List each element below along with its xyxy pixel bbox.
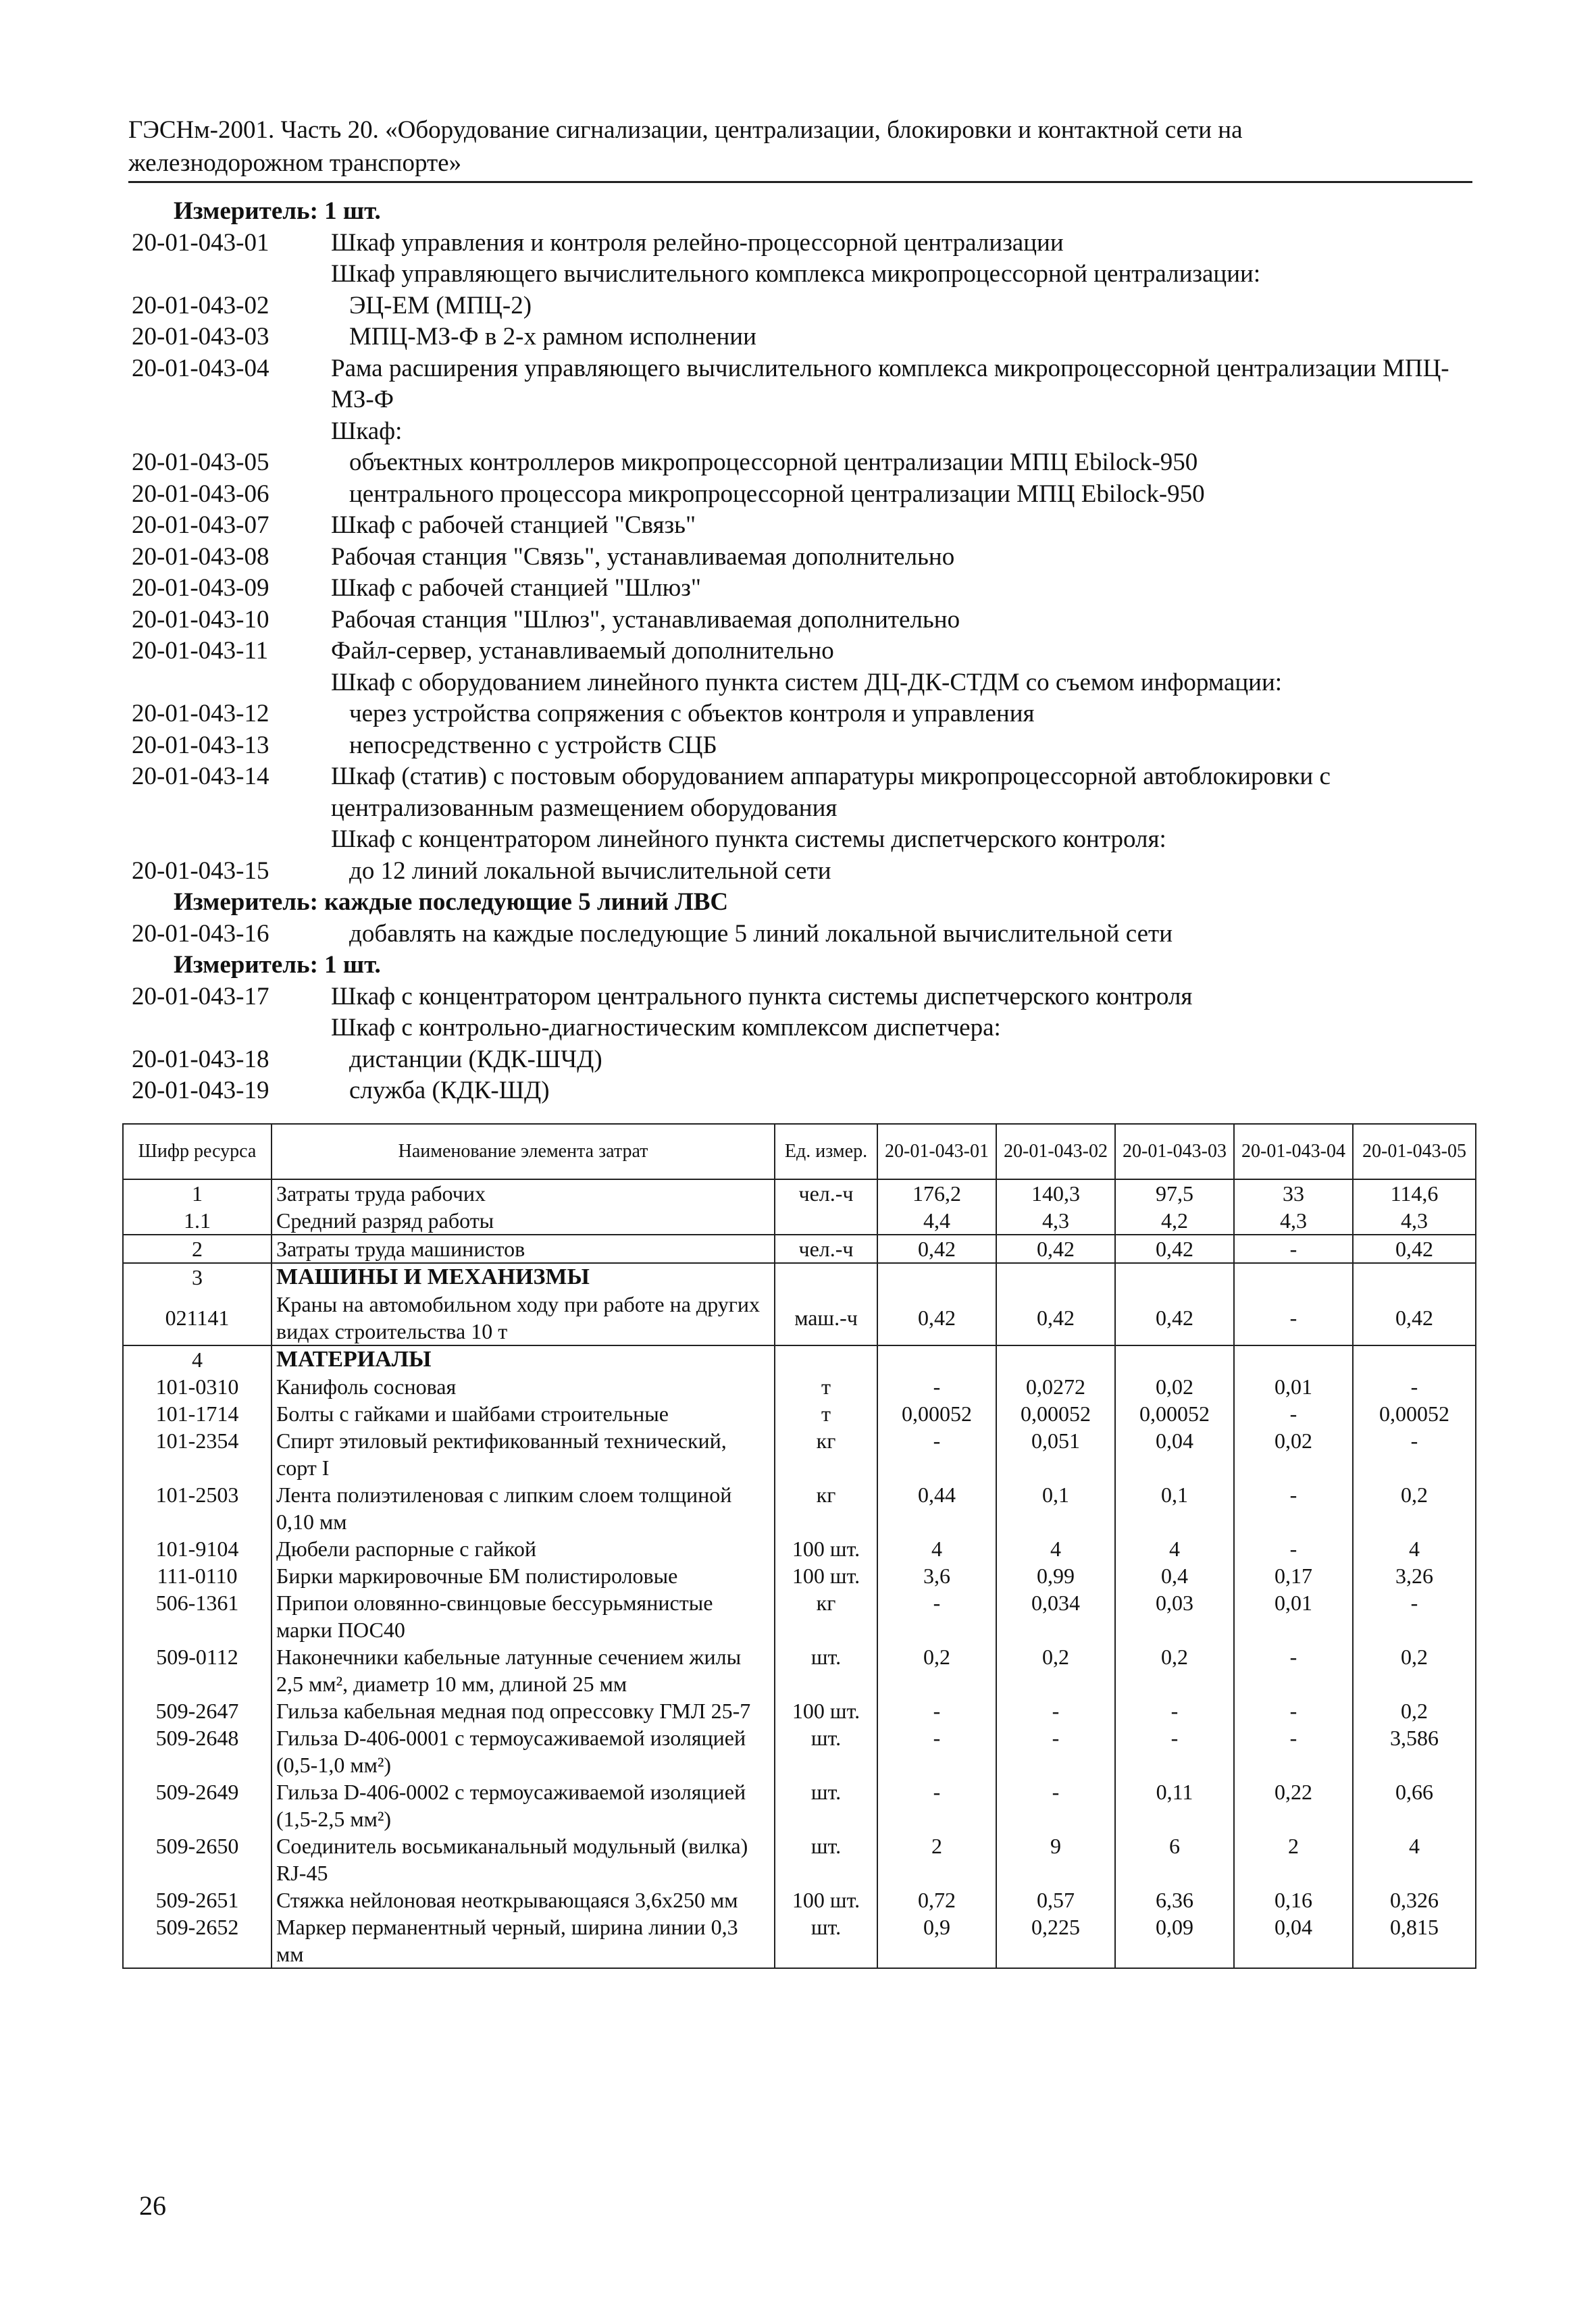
cell-value: 4,3 [996, 1207, 1115, 1235]
cell-value: - [1234, 1643, 1353, 1697]
cell-value: 0,99 [996, 1562, 1115, 1589]
item-description: через устройства сопряжения с объектов контроля и управления [349, 700, 1035, 727]
list-item [132, 856, 1476, 888]
table-row [123, 1235, 1476, 1263]
cell-code: 101-2354 [123, 1427, 272, 1481]
cell-unit: кг [775, 1481, 877, 1535]
cell-value: 2 [1234, 1832, 1353, 1886]
measure-heading [132, 950, 1476, 981]
list-item [132, 730, 1476, 762]
list-item [132, 322, 1476, 353]
cell-unit: шт. [775, 1832, 877, 1886]
cell-value: 0,00052 [996, 1400, 1115, 1427]
cell-value: 0,2 [1115, 1643, 1234, 1697]
cell-value: 0,11 [1115, 1778, 1234, 1832]
cell-name: Затраты труда машинистов [272, 1235, 775, 1263]
item-code: 20-01-043-04 [132, 354, 269, 382]
cell-unit: кг [775, 1589, 877, 1643]
cell-name: Припои оловянно-свинцовые бессурьмянистые марки ПОС40 [272, 1589, 775, 1643]
cell-unit [775, 1207, 877, 1235]
cell-value: 4 [1353, 1832, 1476, 1886]
header-line-2: железнодорожном транспорте» [128, 149, 462, 177]
item-code: 20-01-043-19 [132, 1077, 269, 1104]
cell-code: 506-1361 [123, 1589, 272, 1643]
table-row [123, 1913, 1476, 1968]
resource-table [122, 1123, 1476, 1969]
cell-code: 101-2503 [123, 1481, 272, 1535]
table-row [123, 1724, 1476, 1778]
item-description: Файл-сервер, устанавливаемый дополнительно [331, 637, 834, 665]
cell-value: 0,00052 [1353, 1400, 1476, 1427]
cell-value: 33 [1234, 1179, 1353, 1207]
list-item [132, 667, 1476, 699]
cell-value: - [1234, 1400, 1353, 1427]
cell-name: Болты с гайками и шайбами строительные [272, 1400, 775, 1427]
cell-name: Соединитель восьмиканальный модульный (вилка) RJ-45 [272, 1832, 775, 1886]
cell-value: 4,3 [1353, 1207, 1476, 1235]
page-number: 26 [139, 2190, 166, 2221]
cell-value [1234, 1263, 1353, 1291]
item-description: Шкаф с рабочей станцией "Шлюз" [331, 574, 702, 602]
list-item [132, 353, 1476, 416]
cell-value: - [1115, 1697, 1234, 1724]
cell-unit: 100 шт. [775, 1535, 877, 1562]
cell-value: 0,225 [996, 1913, 1115, 1968]
cell-value: 0,2 [877, 1643, 996, 1697]
cell-unit: 100 шт. [775, 1886, 877, 1913]
cell-value: 0,4 [1115, 1562, 1234, 1589]
cell-value: 0,42 [1115, 1235, 1234, 1263]
header-code: Шифр ресурса [123, 1124, 272, 1179]
cell-value: - [1353, 1373, 1476, 1400]
cell-unit: 100 шт. [775, 1562, 877, 1589]
cell-value: - [1234, 1291, 1353, 1345]
header-col-5: 20-01-043-05 [1353, 1124, 1476, 1179]
list-item [132, 605, 1476, 636]
cell-value: 0,2 [1353, 1643, 1476, 1697]
cell-code: 1 [123, 1179, 272, 1207]
cell-value: 0,42 [877, 1291, 996, 1345]
header-col-3: 20-01-043-03 [1115, 1124, 1234, 1179]
item-code: 20-01-043-08 [132, 542, 269, 571]
cell-code: 509-2647 [123, 1697, 272, 1724]
item-code: 20-01-043-15 [132, 856, 269, 885]
cell-value: 0,2 [996, 1643, 1115, 1697]
cell-name: Гильза D-406-0001 с термоусаживаемой изоляцией (0,5-1,0 мм²) [272, 1724, 775, 1778]
item-description: центрального процессора микропроцессорной централизации МПЦ Ebilock-950 [349, 480, 1205, 508]
table-row [123, 1400, 1476, 1427]
cell-value: 0,326 [1353, 1886, 1476, 1913]
item-description: ЭЦ-ЕМ (МПЦ-2) [349, 291, 532, 319]
item-code: 20-01-043-11 [132, 637, 269, 665]
cell-value: 6,36 [1115, 1886, 1234, 1913]
table-row [123, 1778, 1476, 1832]
item-code: 20-01-043-09 [132, 574, 269, 602]
item-description: Шкаф с оборудованием линейного пункта систем ДЦ-ДК-СТДМ со съемом информации: [331, 668, 1283, 696]
list-item [132, 824, 1476, 856]
item-description: Шкаф с рабочей станцией "Связь" [331, 511, 696, 539]
measure-label: Измеритель: каждые последующие 5 линий ЛВС [174, 888, 729, 916]
cell-code: 2 [123, 1235, 272, 1263]
cell-value: - [877, 1427, 996, 1481]
cell-name: Спирт этиловый ректификованный технический, сорт I [272, 1427, 775, 1481]
cell-value: - [996, 1697, 1115, 1724]
cell-value [877, 1263, 996, 1291]
item-description: непосредственно с устройств СЦБ [349, 731, 717, 759]
cell-value: 0,815 [1353, 1913, 1476, 1968]
cell-value: 0,051 [996, 1427, 1115, 1481]
list-item [132, 542, 1476, 573]
cell-value: - [877, 1724, 996, 1778]
cell-value: 0,22 [1234, 1778, 1353, 1832]
cell-code: 1.1 [123, 1207, 272, 1235]
cell-code: 101-0310 [123, 1373, 272, 1400]
list-item [132, 259, 1476, 290]
cell-value: - [1234, 1535, 1353, 1562]
cell-value: 0,04 [1115, 1427, 1234, 1481]
cell-code: 101-9104 [123, 1535, 272, 1562]
cell-value: - [1115, 1724, 1234, 1778]
item-description: добавлять на каждые последующие 5 линий локальной вычислительной сети [349, 919, 1173, 948]
cell-value: - [877, 1589, 996, 1643]
table-row [123, 1535, 1476, 1562]
item-code: 20-01-043-13 [132, 731, 269, 759]
table-row [123, 1345, 1476, 1373]
item-code: 20-01-043-10 [132, 605, 269, 634]
cell-code: 3 [123, 1263, 272, 1291]
cell-code: 509-2650 [123, 1832, 272, 1886]
cell-value: 0,72 [877, 1886, 996, 1913]
cell-unit: шт. [775, 1643, 877, 1697]
table-row [123, 1481, 1476, 1535]
document-header [128, 113, 1472, 183]
cell-code: 101-1714 [123, 1400, 272, 1427]
table-row [123, 1291, 1476, 1345]
item-description: Рабочая станция "Связь", устанавливаемая дополнительно [331, 542, 955, 571]
cell-value: 2 [877, 1832, 996, 1886]
measure-label: Измеритель: 1 шт. [174, 197, 381, 225]
cell-name: Гильза кабельная медная под опрессовку ГМЛ 25-7 [272, 1697, 775, 1724]
item-code: 20-01-043-06 [132, 480, 269, 508]
cell-value: 0,1 [996, 1481, 1115, 1535]
item-description: дистанции (КДК-ШЧД) [349, 1045, 602, 1073]
item-code: 20-01-043-01 [132, 228, 269, 257]
cell-value [996, 1263, 1115, 1291]
item-list [132, 196, 1476, 1107]
item-description: Шкаф с контрольно-диагностическим комплексом диспетчера: [331, 1014, 1001, 1042]
cell-code: 509-2649 [123, 1778, 272, 1832]
cell-value: 0,00052 [1115, 1400, 1234, 1427]
cell-value: 0,01 [1234, 1373, 1353, 1400]
cell-unit: шт. [775, 1913, 877, 1968]
cell-name: Бирки маркировочные БМ полистироловые [272, 1562, 775, 1589]
cell-value: 9 [996, 1832, 1115, 1886]
cell-value: 0,42 [877, 1235, 996, 1263]
cell-code: 021141 [123, 1291, 272, 1345]
list-item [132, 1075, 1476, 1107]
item-description: МПЦ-МЗ-Ф в 2-х рамном исполнении [349, 323, 756, 351]
cell-unit: шт. [775, 1724, 877, 1778]
cell-unit [775, 1345, 877, 1373]
cell-value [1115, 1345, 1234, 1373]
list-item [132, 479, 1476, 511]
cell-value: 0,42 [1115, 1291, 1234, 1345]
table-row [123, 1263, 1476, 1291]
cell-value: 0,9 [877, 1913, 996, 1968]
list-item [132, 573, 1476, 605]
table-row [123, 1562, 1476, 1589]
item-code: 20-01-043-14 [132, 763, 269, 790]
item-code: 20-01-043-02 [132, 291, 269, 319]
list-item [132, 1044, 1476, 1076]
item-description: Шкаф с концентратором линейного пункта системы диспетчерского контроля: [331, 825, 1166, 853]
item-code: 20-01-043-03 [132, 323, 269, 351]
list-item [132, 510, 1476, 542]
cell-value: 0,04 [1234, 1913, 1353, 1968]
cell-value: 114,6 [1353, 1179, 1476, 1207]
cell-value: 4 [1353, 1535, 1476, 1562]
cell-value: 4 [996, 1535, 1115, 1562]
cell-value [1115, 1263, 1234, 1291]
header-col-4: 20-01-043-04 [1234, 1124, 1353, 1179]
cell-value: 0,0272 [996, 1373, 1115, 1400]
cell-name: Краны на автомобильном ходу при работе на других видах строительства 10 т [272, 1291, 775, 1345]
cell-value: 140,3 [996, 1179, 1115, 1207]
cell-code: 509-0112 [123, 1643, 272, 1697]
cell-value: 0,1 [1115, 1481, 1234, 1535]
cell-name: Средний разряд работы [272, 1207, 775, 1235]
cell-name: МАТЕРИАЛЫ [272, 1345, 775, 1373]
cell-unit: т [775, 1400, 877, 1427]
cell-value: 0,02 [1234, 1427, 1353, 1481]
list-item [132, 1012, 1476, 1044]
cell-name: Стяжка нейлоновая неоткрывающаяся 3,6x250 мм [272, 1886, 775, 1913]
item-code: 20-01-043-05 [132, 448, 269, 476]
list-item [132, 290, 1476, 322]
cell-name: Гильза D-406-0002 с термоусаживаемой изоляцией (1,5-2,5 мм²) [272, 1778, 775, 1832]
cell-name: Дюбели распорные с гайкой [272, 1535, 775, 1562]
item-description: до 12 линий локальной вычислительной сети [349, 856, 831, 885]
cell-value [1353, 1345, 1476, 1373]
cell-value: - [1234, 1697, 1353, 1724]
cell-value: 0,00052 [877, 1400, 996, 1427]
measure-heading [132, 196, 1476, 228]
cell-value [996, 1345, 1115, 1373]
cell-value: - [1234, 1481, 1353, 1535]
header-col-1: 20-01-043-01 [877, 1124, 996, 1179]
item-code: 20-01-043-18 [132, 1045, 269, 1073]
cell-value: 0,42 [1353, 1291, 1476, 1345]
item-description: Рама расширения управляющего вычислительного комплекса микропроцессорной централизации МПЦ-МЗ-Ф [331, 354, 1449, 413]
item-description: Шкаф управляющего вычислительного комплекса микропроцессорной централизации: [331, 260, 1261, 288]
list-item [132, 698, 1476, 730]
measure-label: Измеритель: 1 шт. [174, 951, 381, 979]
cell-name: МАШИНЫ И МЕХАНИЗМЫ [272, 1263, 775, 1291]
cell-value [1234, 1345, 1353, 1373]
cell-value: 4,2 [1115, 1207, 1234, 1235]
cell-name: Лента полиэтиленовая с липким слоем толщиной 0,10 мм [272, 1481, 775, 1535]
table-row [123, 1179, 1476, 1207]
cell-unit: чел.-ч [775, 1235, 877, 1263]
cell-unit: кг [775, 1427, 877, 1481]
list-item [132, 981, 1476, 1013]
cell-value: 0,16 [1234, 1886, 1353, 1913]
item-code: 20-01-043-12 [132, 700, 269, 727]
table-row [123, 1589, 1476, 1643]
cell-value: 4,3 [1234, 1207, 1353, 1235]
item-description: Шкаф управления и контроля релейно-процессорной централизации [331, 228, 1064, 257]
cell-value: - [1353, 1427, 1476, 1481]
item-description: служба (КДК-ШД) [349, 1077, 550, 1104]
cell-value: 0,44 [877, 1481, 996, 1535]
table-row [123, 1427, 1476, 1481]
cell-value: 0,09 [1115, 1913, 1234, 1968]
cell-value: 0,2 [1353, 1481, 1476, 1535]
table-row [123, 1207, 1476, 1235]
cell-value: 0,01 [1234, 1589, 1353, 1643]
list-item [132, 416, 1476, 448]
table-header-row [123, 1124, 1476, 1179]
item-code: 20-01-043-16 [132, 919, 269, 948]
cell-value: - [877, 1697, 996, 1724]
cell-value: 0,42 [1353, 1235, 1476, 1263]
header-col-2: 20-01-043-02 [996, 1124, 1115, 1179]
cell-value: - [996, 1724, 1115, 1778]
cell-value: 3,26 [1353, 1562, 1476, 1589]
cell-unit: шт. [775, 1778, 877, 1832]
cell-value: - [877, 1778, 996, 1832]
table-row [123, 1643, 1476, 1697]
cell-value: 0,02 [1115, 1373, 1234, 1400]
header-line-1: ГЭСНм-2001. Часть 20. «Оборудование сигнализации, централизации, блокировки и контактной сети на [128, 116, 1243, 144]
table-row [123, 1832, 1476, 1886]
cell-value: 176,2 [877, 1179, 996, 1207]
list-item [132, 447, 1476, 479]
measure-heading [132, 887, 1476, 919]
cell-unit: т [775, 1373, 877, 1400]
cell-value: - [1234, 1235, 1353, 1263]
cell-value: 0,2 [1353, 1697, 1476, 1724]
cell-value: 0,57 [996, 1886, 1115, 1913]
cell-value: - [1234, 1724, 1353, 1778]
header-name: Наименование элемента затрат [272, 1124, 775, 1179]
cell-value [1353, 1263, 1476, 1291]
table-row [123, 1886, 1476, 1913]
cell-value: 0,42 [996, 1291, 1115, 1345]
cell-value: 0,034 [996, 1589, 1115, 1643]
cell-value [877, 1345, 996, 1373]
list-item [132, 761, 1476, 824]
table-row [123, 1373, 1476, 1400]
cell-unit [775, 1263, 877, 1291]
item-description: Шкаф (статив) с постовым оборудованием аппаратуры микропроцессорной автоблокировки с централизованным размещением оборудования [331, 763, 1331, 822]
item-code: 20-01-043-17 [132, 982, 269, 1010]
item-description: Рабочая станция "Шлюз", устанавливаемая дополнительно [331, 605, 960, 634]
cell-value: 0,66 [1353, 1778, 1476, 1832]
cell-value: 4 [877, 1535, 996, 1562]
cell-value: 97,5 [1115, 1179, 1234, 1207]
table-row [123, 1697, 1476, 1724]
cell-value: 0,17 [1234, 1562, 1353, 1589]
cell-value: 3,586 [1353, 1724, 1476, 1778]
list-item [132, 919, 1476, 950]
cell-unit: маш.-ч [775, 1291, 877, 1345]
cell-name: Канифоль сосновая [272, 1373, 775, 1400]
cell-value: 6 [1115, 1832, 1234, 1886]
cell-value: 4,4 [877, 1207, 996, 1235]
item-description: Шкаф: [331, 417, 403, 445]
item-code: 20-01-043-07 [132, 511, 269, 539]
cell-value: - [877, 1373, 996, 1400]
cell-value: 3,6 [877, 1562, 996, 1589]
cell-unit: чел.-ч [775, 1179, 877, 1207]
cell-value: - [1353, 1589, 1476, 1643]
cell-code: 4 [123, 1345, 272, 1373]
cell-unit: 100 шт. [775, 1697, 877, 1724]
list-item [132, 228, 1476, 259]
header-unit: Ед. измер. [775, 1124, 877, 1179]
list-item [132, 636, 1476, 667]
cell-code: 509-2652 [123, 1913, 272, 1968]
cell-value: 4 [1115, 1535, 1234, 1562]
cell-code: 111-0110 [123, 1562, 272, 1589]
cell-value: 0,42 [996, 1235, 1115, 1263]
cell-code: 509-2648 [123, 1724, 272, 1778]
cell-name: Маркер перманентный черный, ширина линии 0,3 мм [272, 1913, 775, 1968]
cell-name: Наконечники кабельные латунные сечением жилы 2,5 мм², диаметр 10 мм, длиной 25 мм [272, 1643, 775, 1697]
cell-code: 509-2651 [123, 1886, 272, 1913]
cell-value: - [996, 1778, 1115, 1832]
item-description: Шкаф с концентратором центрального пункта системы диспетчерского контроля [331, 982, 1193, 1010]
item-description: объектных контроллеров микропроцессорной централизации МПЦ Ebilock-950 [349, 448, 1198, 476]
cell-name: Затраты труда рабочих [272, 1179, 775, 1207]
cell-value: 0,03 [1115, 1589, 1234, 1643]
